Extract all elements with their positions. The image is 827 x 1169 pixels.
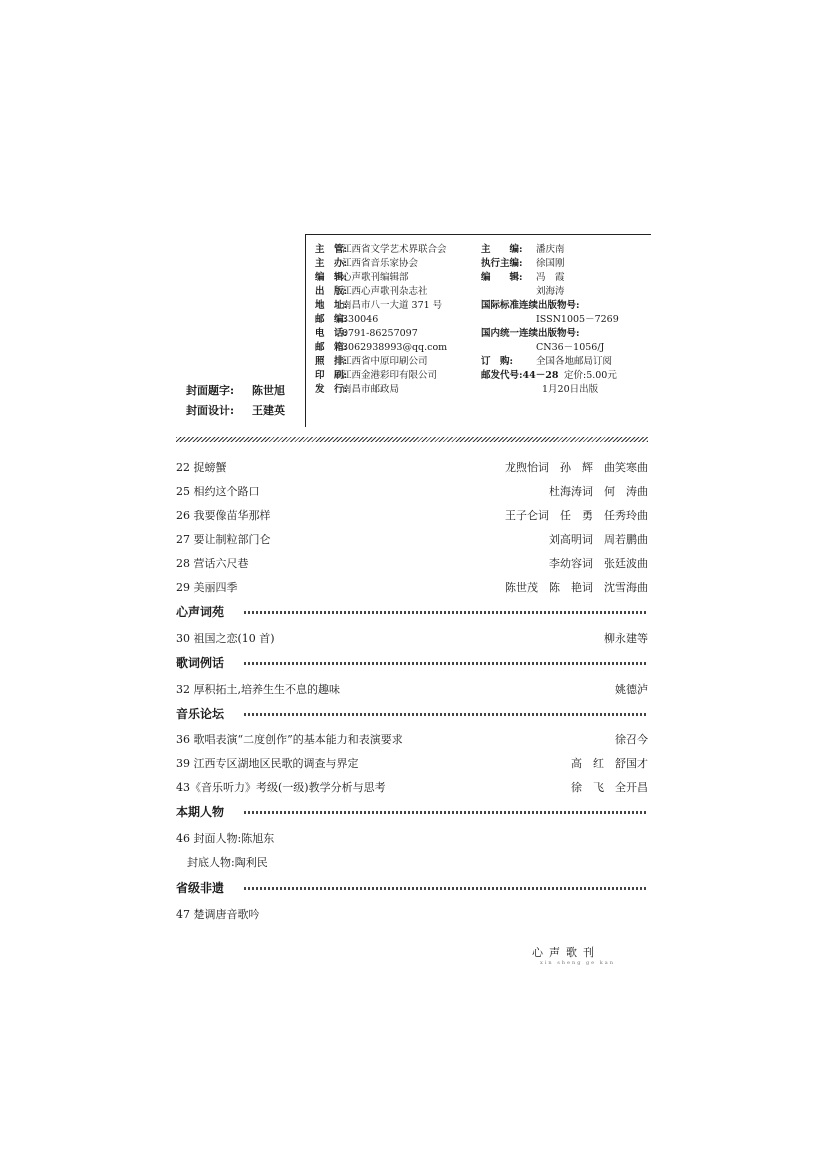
masthead-label: 邮 箱:: [315, 342, 348, 353]
toc-author: 高 红 舒国才: [571, 757, 648, 770]
section-dotted-rule: [244, 811, 648, 814]
toc-entry[interactable]: [176, 906, 648, 922]
toc-entry[interactable]: [176, 507, 648, 523]
toc-author: 徐召今: [615, 733, 648, 746]
section-dotted-rule: [244, 611, 648, 614]
toc-entry[interactable]: [176, 555, 648, 571]
masthead-label: 主 管:: [315, 244, 348, 255]
masthead-label: 主 办:: [315, 258, 348, 269]
section-heading: 歌词例话: [176, 656, 225, 670]
masthead-row: [306, 341, 651, 355]
toc-entry[interactable]: [176, 854, 648, 870]
toc-author: 李幼容词 张廷波曲: [549, 557, 648, 570]
section-heading: 音乐论坛: [176, 707, 225, 721]
masthead-right-label: 订 购:: [481, 356, 514, 367]
toc-entry[interactable]: [176, 630, 648, 646]
masthead-right-value: CN36－1056/J: [536, 342, 605, 353]
toc-entry[interactable]: [176, 830, 648, 846]
masthead-value: 南昌市八一大道 371 号: [342, 300, 443, 311]
masthead-row: [306, 299, 651, 313]
toc-title: 27 要让制粒部门仑: [176, 533, 271, 546]
masthead-box: [305, 234, 651, 427]
toc-entry[interactable]: [176, 531, 648, 547]
credit-key: 封面题字:: [186, 384, 235, 397]
masthead-value: 心声歌刊编辑部: [342, 272, 409, 283]
toc-author: 龙煦怡词 孙 辉 曲笑寒曲: [505, 461, 648, 474]
toc-title: 47 楚调唐音歌吟: [176, 908, 260, 921]
masthead-row: [306, 313, 651, 327]
masthead-row: [306, 355, 651, 369]
masthead-right-value: 刘海涛: [536, 286, 565, 297]
masthead-row: [306, 369, 651, 383]
masthead-label: 电 话:: [315, 328, 348, 339]
toc-title: 46 封面人物:陈旭东: [176, 832, 275, 845]
masthead-value: 江西金港彩印有限公司: [342, 370, 438, 381]
masthead-right-value: 定价:5.00元: [564, 370, 617, 381]
masthead-label: 邮 编:: [315, 314, 348, 325]
credit-value: 王建英: [252, 404, 285, 417]
masthead-value: 0791-86257097: [342, 328, 418, 339]
masthead-value: 江西省中原印刷公司: [342, 356, 428, 367]
section-heading: 本期人物: [176, 805, 225, 819]
masthead-value: 3062938993@qq.com: [342, 342, 448, 353]
toc-entry[interactable]: [176, 483, 648, 499]
masthead-right-label: 国际标准连续出版物号:: [481, 300, 580, 311]
toc-author: 姚德泸: [615, 683, 648, 696]
section-dotted-rule: [244, 713, 648, 716]
masthead-right-label: 主 编:: [481, 244, 523, 255]
toc-title: 36 歌唱表演“二度创作”的基本能力和表演要求: [176, 733, 403, 746]
masthead-label: 地 址:: [315, 300, 348, 311]
toc-title: 26 我要像苗华那样: [176, 509, 271, 522]
toc-author: 王子仑词 任 勇 任秀玲曲: [505, 509, 648, 522]
masthead-right-value: 潘庆南: [536, 244, 565, 255]
toc-entry[interactable]: [176, 755, 648, 771]
masthead-label: 出 版:: [315, 286, 348, 297]
masthead-row: [306, 271, 651, 285]
toc-title: 25 相约这个路口: [176, 485, 260, 498]
toc-author: 柳永建等: [604, 632, 648, 645]
masthead-value: 江西心声歌刊杂志社: [342, 286, 428, 297]
masthead-row: [306, 243, 651, 257]
section-dotted-rule: [244, 887, 648, 890]
masthead-label: 编 辑:: [315, 272, 348, 283]
cover-calligraphy-credit: [186, 382, 285, 398]
toc-title: 32 厚积拓土,培养生生不息的趣味: [176, 683, 340, 696]
masthead-right-label: 执行主编:: [481, 258, 523, 269]
toc-title: 22 捉螃蟹: [176, 461, 227, 474]
toc-entry[interactable]: [176, 579, 648, 595]
toc-author: 徐 飞 全开昌: [571, 781, 648, 794]
masthead-right-value: ISSN1005－7269: [536, 314, 619, 325]
masthead-label: 印 刷:: [315, 370, 348, 381]
toc-title: 封底人物:陶利民: [176, 856, 268, 869]
toc-title: 28 营话六尺巷: [176, 557, 249, 570]
toc-entry[interactable]: [176, 459, 648, 475]
masthead-value: 南昌市邮政局: [342, 384, 400, 395]
masthead-value: 江西省音乐家协会: [342, 258, 419, 269]
masthead-right-value: 全国各地邮局订阅: [536, 356, 613, 367]
toc-entry[interactable]: [176, 779, 648, 795]
masthead-row: [306, 257, 651, 271]
masthead-right-value: 冯 霞: [536, 272, 565, 283]
masthead-right-value: 徐国刚: [536, 258, 565, 269]
masthead-right-label: 国内统一连续出版物号:: [481, 328, 580, 339]
section-heading: 省级非遗: [176, 881, 225, 895]
masthead-right-label: 邮发代号:44－28: [481, 370, 559, 381]
toc-title: 30 祖国之恋(10 首): [176, 632, 275, 645]
toc-title: 29 美丽四季: [176, 581, 238, 594]
toc-title: 43《音乐听力》考级(一级)教学分析与思考: [176, 781, 386, 794]
credit-key: 封面设计:: [186, 404, 235, 417]
journal-logo-mark: 心声歌刊: [532, 946, 600, 959]
toc-author: 陈世茂 陈 艳词 沈雪海曲: [505, 581, 648, 594]
masthead-right-label: 编 辑:: [481, 272, 523, 283]
masthead-row: [306, 383, 651, 397]
section-heading: 心声词苑: [176, 605, 225, 619]
toc-author: 刘高明词 周若鹏曲: [549, 533, 648, 546]
toc-author: 杜海涛词 何 涛曲: [549, 485, 648, 498]
journal-logo-subtitle: xin sheng ge kan: [540, 960, 615, 966]
masthead-row: [306, 327, 651, 341]
masthead-label: 发 行:: [315, 384, 348, 395]
toc-entry[interactable]: [176, 731, 648, 747]
masthead-right-value: 1月20日出版: [542, 384, 599, 395]
masthead-label: 照 排:: [315, 356, 348, 367]
section-dotted-rule: [244, 662, 648, 665]
zigzag-divider: [176, 437, 648, 442]
toc-title: 39 江西专区湖地区民歌的调查与界定: [176, 757, 359, 770]
masthead-row: [306, 285, 651, 299]
credit-value: 陈世旭: [252, 384, 285, 397]
cover-design-credit: [186, 402, 285, 418]
masthead-value: 330046: [342, 314, 379, 325]
toc-entry[interactable]: [176, 681, 648, 697]
masthead-value: 江西省文学艺术界联合会: [342, 244, 447, 255]
